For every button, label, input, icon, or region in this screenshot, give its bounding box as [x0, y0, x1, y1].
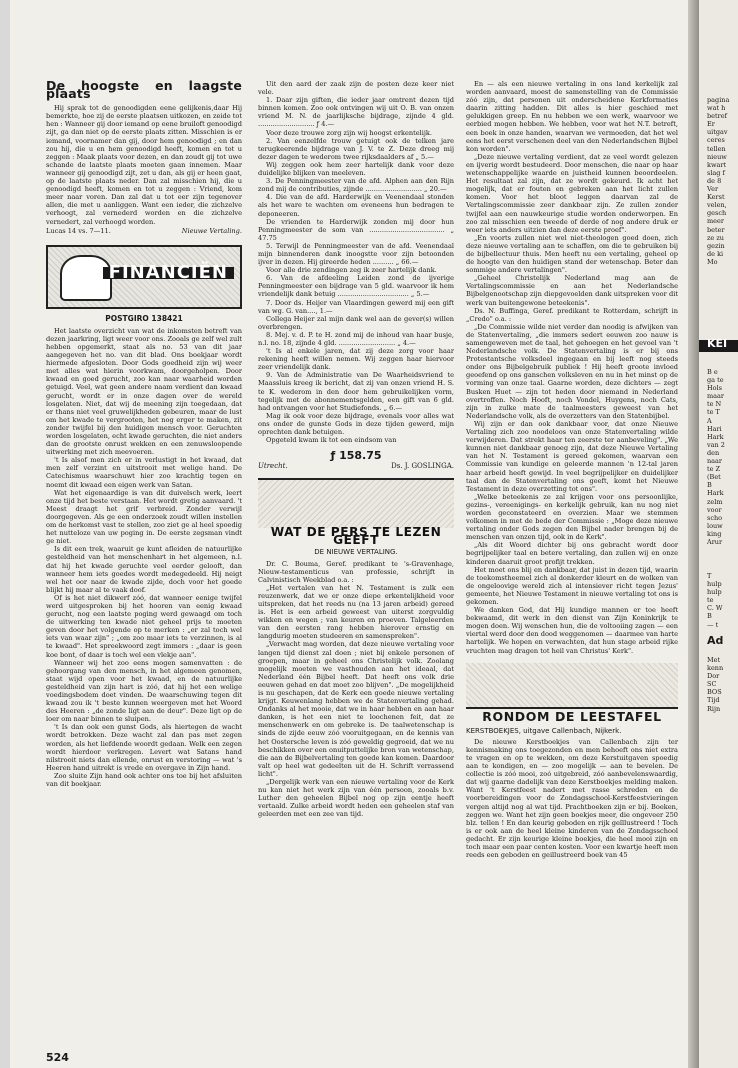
article-body: Hij sprak tot de genoodigden eene gelijkenis,daar Hij bemerkte, hoe zij de eerste plaatsen uitkozen, en zeide tot hen : Wanneer gij door iemand op eene bruiloft genoodigd zijt, ga dan niet op de eerste plaats zitten. Misschien is er iemand, voornamer dan gij, door hem genoodigd ; en dan zou hij, die u en hem genoodigd heeft, komen en tot u zeggen : Maak plaats voor dezen, en dan zoudt gij tot uwe schande de laatste plaats moeten gaan innemen. Maar wanneer gij genoodigd zijt, zet u dan, als gij er heen gaat, op de laatste plaats neder. Dan zal misschien hij, die u genoodigd heeft, komen en tot u zeggen : Vriend, kom meer naar voren. Dan zal dat u tot eer zijn tegenover allen, die met u aanliggen. Want een ieder, die zichzelve verhoogt, zal vernederd worden en die zichzelve vernedert, zal verhoogd worden.	[46, 104, 242, 226]
finance-paragraph: Zoo sluite Zijn hand ook achter ons toe bij het afsluiten van dit boekjaar.	[46, 771, 242, 789]
finance-paragraph: Wanneer wij het zoo eens mogen samenvatten : de gehoorgang van den mensch, in het algemeen genomen, staat wijd open voor het kwaad, en de natuurlijke gesteldheid van zijn hart is zóó, dat hij het een welige voedingsbodem doet vinden. De waarschuwing tegen dit kwaad zou ik 't beste kunnen weergeven met het Woord des Heeren : „de zonde ligt aan de deur". Deze ligt op de loer om naar binnen te sluipen.	[46, 658, 242, 724]
finance-paragraph: Of is het niet dikwerf zóó, dat wanneer eenige twijfel werd uitgesproken bij het hooren van eenig kwaad gerucht, nog een laatste poging werd gewaagd om toch de uitwerking ten kwade niet geheel prijs te moeten geven door het volgende op te merken : „er zal toch wel iets van waar zijn" ; „om zoo maar iets te verzinnen, is al te kwaad". Het spreekwoord zegt immers : „daar is geen koe bont, of daar is toch wel een vlekje aan".	[46, 593, 242, 659]
edge-text-line: Hols	[707, 384, 722, 393]
edge-text-line: louw	[707, 521, 723, 530]
gift-item: 5. Terwijl de Penningmeester van de afd. Veenendaal mijn binnenderen dank inoogstte voor zijn betoonden ijver in dezen. Hij gireerde heden .......... „ 66.—	[258, 241, 454, 267]
edge-text-line: king	[707, 529, 722, 538]
signature-place: Utrecht.	[258, 462, 288, 471]
edge-text-line: te	[707, 596, 714, 605]
edge-text-line: zelm	[707, 497, 723, 506]
column-1	[46, 80, 242, 788]
edge-text-line: — t	[707, 620, 719, 629]
edge-text-line: Hari	[707, 424, 722, 433]
press-paragraph: Dr. C. Bouma, Geref. predikant te 's-Gravenhage, Nieuw-testamenticus van professie, schrijft in Calvinistisch Weekblad o.a. :	[258, 559, 454, 584]
edge-text-line: Tijd	[707, 696, 720, 705]
gift-item: 9. Van de Administratie van De Waarheidsvriend te Maassluis kreeg ik bericht, dat zij van onzen vriend H. S. te K. wederom in den door hem gebruikelijken vorm, tegelijk met de abonnementsgelden, een gift van 6 gld. had ontvangen voor het Studiefonds. „ 6.—	[258, 371, 454, 412]
gift-item: De vrienden te Harderwijk zonden mij door hun Penningmeester de som van .................................... „ 47.75	[258, 217, 454, 242]
edge-text-line: gezin	[707, 241, 725, 250]
press-paragraph: We danken God, dat Hij kundige mannen er toe heeft bekwaamd, dit werk in den dienst van Zijn Koninkrijk te mogen doen. Wij wenschen hun, die de voltooiing zagen — een viertal werd door den dood weggenomen — daarmee van harte hartelijk. We hopen en verwachten, dat hun stage arbeid rijke vruchten mag dragen tot heil van Christus' Kerk".	[466, 606, 678, 655]
signature-name: Ds. J. GOSLINGA.	[391, 462, 454, 471]
gift-item: 2. Van eenzelfde trouw getuigt ook de telken jare terugkeerende bijdrage van J. V. te Z. Deze dreeg mij dezer dagen te wederom twee rijksdaalders af „ 5.—	[258, 136, 454, 161]
gift-item: Voor alle drie zendingen zeg ik zeer hartelijk dank.	[266, 266, 437, 275]
gift-item: 't Is al enkele jaren, dat zij deze zorg voor haar rekening heeft willen nemen. Wij zeggen haar hiervoor zeer vriendelijk dank.	[258, 347, 454, 372]
edge-text-line: tellen	[707, 144, 726, 153]
edge-text-line: velen,	[707, 201, 727, 210]
finance-paragraph: 't Is alsof men zich er in verlustigt in het kwaad, dat men zelf verzint en uitstrooit met welige hand. De Catechismus waarschuwt hier zoo krachtig tegen en noemt dit kwaad een eigen werk van Satan.	[46, 456, 242, 489]
edge-text-line: den	[707, 448, 720, 457]
gift-item: 3. De Penningmeester van de afd. Alphen aan den Rijn zond mij de contributies, zijnde ........................... „ 20.—	[258, 177, 454, 194]
gift-item: 4. Die van de afd. Harderwijk en Veenendaal stonden als het ware te wachten om eveneens hun bedragen te deponeeren.	[258, 193, 454, 218]
edge-text-line: Ver	[707, 185, 719, 194]
edge-text-line: Dor	[707, 672, 720, 681]
finance-banner	[46, 245, 242, 309]
edge-text-line: kwart	[707, 160, 727, 169]
finance-paragraph: 't Is dan ook een gunst Gods, als hiertegen de wacht wordt betrokken. Deze wacht zal dan pas met zegen worden, als het liefdende woordt gedaan. Welk een zegen wordt hierdoor verkregen. Levert wat Satans hand nilstrooit niets dan ellende, onrust en verstoring — wat 's Heeren hand uitrekt is vrede en overgave in Zijn hand.	[46, 723, 242, 772]
edge-text-top	[707, 96, 729, 266]
edge-text-line: nieuw	[707, 152, 727, 161]
edge-text-mid2	[707, 572, 723, 629]
article-title: De hoogste en laagste plaats	[46, 78, 242, 102]
edge-text-line: Hark	[707, 432, 724, 441]
edge-text-line: van 2	[707, 440, 725, 449]
gift-item: 8. Mej. v. d. P. te H. zond mij de inhoud van haar busje, n.l. no. 18, zijnde 4 gld. ........................... „ 4.—	[258, 330, 454, 347]
press-paragraph: „Welke beteekenis ze zal krijgen voor ons persoonlijke, gezins-, vereenigings- en kerkelijk gebruik, kan nu nog niet worden geconstateerd en overzien. Maar we stemmen volkomen in met de bede der Commissie : „Moge deze nieuwe vertaling onder Gods zegen den Bijbel nader brengen bij de menschen van onzen tijd, ook in de Kerk".	[466, 492, 678, 542]
edge-text-line: te Z	[707, 465, 721, 474]
reading-table-banner	[466, 663, 678, 724]
edge-text-line: Kerst	[707, 193, 725, 202]
press-banner-title: WAT DE PERS TE LEZEN GEEFT	[258, 528, 454, 544]
gifts-total: ƒ 158.75	[330, 449, 382, 463]
translation-credit: Nieuwe Vertaling.	[181, 226, 242, 235]
edge-text-line: te T	[707, 408, 720, 417]
edge-text-line: ga te	[707, 376, 724, 385]
edge-text-line: BOS	[707, 688, 722, 697]
edge-heading-ad: Ad	[707, 634, 724, 647]
edge-text-line: Met	[707, 656, 721, 664]
edge-text-line: beter	[707, 225, 725, 234]
reading-table-title: RONDOM DE LEESTAFEL	[466, 713, 678, 721]
edge-text-line: maar	[707, 392, 725, 401]
edge-text-line: Rijn	[707, 704, 721, 713]
gift-item: Collega Heijer zal mijn dank wel aan de gever(s) willen overbrengen.	[258, 314, 454, 331]
edge-text-bottom	[707, 656, 723, 713]
edge-text-line: C. W	[707, 604, 723, 613]
press-paragraph: „Dergelijk werk van een nieuwe vertaling voor de Kerk nu kan niet het werk zijn van één persoon, zooals b.v. Luther den geheelen Bijbel nog op zijn eentje heeft vertaald. Zulke arbeid wordt heden een geheelen staf van geleerden met een zee van tijd.	[258, 778, 454, 819]
gift-item: 6. Van de afdeeling Leiden zond de ijverige Penningmeester een bijdrage van 5 gld. waarvoor ik hem vriendelijk dank betuig .................................. „ 5.—	[258, 274, 454, 299]
press-subtitle: DE NIEUWE VERTALING.	[314, 548, 398, 557]
column-3	[466, 80, 678, 859]
press-paragraph: „En voorts zullen niet wel niet-theologen goed doen, zich deze nieuwe vertaling aan te schaffen, om die te gebruiken bij de bijbellectuur thuis. Men heeft nu een vertaling, geheel op de hoogte van den huidigen stand der wetenschap. Beter dan sommige andere vertalingen".	[466, 233, 678, 275]
press-paragraph: „De Commissie wilde niet verder dan noodig is afwijken van de Statenvertaling, „die immers sedert eeuwen zoo nauw is samengeweven met de taal, het gehoegen en het gevoel van 't Nederlandsche volk. De Statenvertaling is er bij ons Protestantsche volksdeel ingegaan en bij leeft nog steeds onder ons Bijbelgebruik publiek ! Hij heeft groote invloed geoefend op ons ganschen volksleven en nu in het minst op de vorming van onze taal. Gaarne worden, deze dichters — zegt Busken Huet — zijn tot heden door niemand in Nederland overtroffen. Noch Hooft, noch Vondel, Huygens, noch Cats, zijn in zulke mate de taalmeesters geweest van het Nederlandsche volk, als de overzetters van den Statenbijbel.	[466, 322, 678, 420]
edge-text-line: T	[707, 572, 712, 580]
gift-item: 1. Daar zijn giften, die ieder jaar omtrent dezen tijd binnen komen. Zoo ook ontvingen wij uit O. B. van onzen vriend M. N. de jaarlijksche bijdrage, zijnde 4 gld. ........................... ƒ 4.—	[258, 96, 454, 129]
edge-text-line: meer	[707, 217, 724, 226]
edge-text-line: Hark	[707, 489, 724, 498]
gift-item: Wij zeggen ook hem zeer hartelijk dank voor deze duidelijke blijken van meeleven.	[258, 160, 454, 178]
edge-text-line: ceres	[707, 136, 725, 145]
edge-text-line: Er	[707, 120, 715, 129]
book-review-body: De nieuwe Kerstboekjes van Callenbach zijn ter kennismaking ons toegezonden en men behoeft ons niet extra te vragen en op te wekken, om deze Kerstuitgaven spoedig aan te kondigen, en — zoo mogelijk — aan te bevelen. De collectie is zóó mooi, zoó uitgebreid, zóó aanbevelenswaardig, dat wij gaarne dadelijk van deze Kerstboekjes melding maken. Want 't Kerstfeest nadert met rasse schreden en de voorbereidingen voor de Zondagsschool-Kerstfeestvieringen vergen altijd nog al wat tijd. Prachtboeken zijn er bij. Boeken, zeggen we. Want het zijn geen boekjes meer, die ongeveer 250 blz. tellen ! En dan keurig geboden en rijk geïllustreerd ! Toch is er ook aan de heel kleine kinderen van de Zondagsschool gedacht. Er zijn keurige kleine boekjes, die heel mooi zijn en toch maar een paar centen kosten. Voor een kwartje heeft men reeds een geboden en geillustreerd boek van 45	[466, 737, 678, 860]
edge-text-mid	[707, 368, 725, 546]
edge-text-line: de 8	[707, 176, 722, 185]
edge-text-line: uitgav	[707, 128, 728, 137]
finance-paragraph: Het laatste overzicht van wat de inkomsten betreft van dezen jaarkring, ligt weer voor ons. Zooals ge zelf wel zult hebben opgemerkt, staat als no. 53 van dit jaar aangegeven het no. van dit blad. Ons boekjaar wordt hiermede afgesloten. Door Gods goedheid zijn wij weer met alles wat hierin voorkwam, doorgeholpen. Door kwaad en goed gerucht, zoo kan naar waarheid worden getuigd. Veel, wat geen andere naam verdient dan kwaad gerucht, wordt er in onze dagen over de wereld losgelaten. Niet, dat wij de meening zijn toegedaan, dat er thans niet veel gruwelijkheden gebeuren, maar de lust om het kwade te vergrooten, het nog erger te maken, zit zonder twijfel bij den huidigen mensch voor. Geruchten worden losgelaten, echt kwade geruchten, die niet anders dan de grootste onrust wekken en een zenuwsloopende uitwerking met zich meevoeren.	[46, 326, 242, 457]
press-paragraph: „Het vertalen van het N. Testament is zulk een reuzenwerk, dat we er onze diepe erkentelijkheid voor uitspreken, dat het reeds nu (na 13 jaren arbeid) gereed is. Het is een arbeid geweest van uiterst zorgvuldig wikken en wegen ; van keuren en proeven. Talgeleerden van den eersten rang hebben hierover ernstig en langdurig moeten studeeren en samenspreken".	[258, 583, 454, 641]
edge-text-line: pagina	[707, 96, 730, 104]
press-paragraph: „Als dit Woord dichter bij ons gebracht wordt door begrijpelijker taal en betere vertaling, dan zullen wij en onze kinderen daaruit groot profijt trekken.	[466, 541, 678, 566]
press-banner	[258, 478, 454, 548]
edge-heading-ke: KEI	[707, 337, 728, 350]
finance-banner-title: FINANCIËN	[103, 267, 234, 279]
edge-text-line: kenn	[707, 664, 724, 673]
postgiro-number: POSTGIRO 138421	[105, 313, 183, 323]
press-paragraph: „Verwacht mag worden, dat deze nieuwe vertaling voor langen tijd dienst zal doen ; niet bij enkele personen of groepen, maar in geheel ons Christelijk volk. Zoolang mogelijk moeten we vasthouden aan het ideaal, dat Nederland één Bijbel heeft. Dat heeft ons volk drie eeuwen gehad en dat moet zoo blijven". „De mogelijkheid is nu geschapen, dat de Kerk een goede nieuwe vertaling krijgt. Keuwenlang hebben we de Statenvertaling gehad. Ondanks al het mooie, dat we in haar hebben en aan haar danken, is het een niet te loochenen feit, dat ze menschenwerk en om gebreke is. De taalwetenschap is sinds de zijde eeuw zóó vooruitgegaan, en de kennis van het Oostersche leven is zóó geweldig gegroeid, dat we nu beschikken over een onuitputtelijke bron van wetenschap, die aan de Bijbelvertaling ten goede kan komen. Daardoor valt op heel wat gedeelten uit de H. Schrift verrassend licht".	[258, 640, 454, 778]
edge-text-line: slag f	[707, 168, 725, 177]
next-page-edge	[699, 0, 738, 1068]
edge-text-line: wat h	[707, 104, 726, 113]
press-paragraph: Ds. N. Buffinga, Geref. predikant te Rotterdam, schrijft in „Credo" o.a. :	[466, 306, 678, 323]
edge-text-line: ze zu	[707, 233, 724, 242]
edge-text-line: SC	[707, 680, 717, 689]
gifts-intro: Uit den aard der zaak zijn de posten deze keer niet vele.	[258, 80, 454, 97]
newspaper-page	[10, 0, 696, 1068]
gift-item: Opgeteld kwam ik tot een eindsom van	[266, 436, 397, 445]
page-number: 524	[46, 1051, 69, 1064]
press-paragraph: En — als een nieuwe vertaling in ons land kerkelijk zal worden aanvaard, moest de samenstelling van de Commissie zóó zijn, dat personen uit onderscheidene Kerkformaties daarin zitting hadden. Dit alles is hier geschied met gelukkigen greep. En nu hebben we een werk, waarvoor we eerbied mogen hebben. We hebben, voor wat het N.T. betreft, een boek in onze handen, waarvan we vermoeden, dat het wel eens het eerst verschenen deel van den Nederlandschen Bijbel kon worden".	[466, 80, 678, 153]
press-paragraph: „Deze nieuwe vertaling verdient, dat ze veel wordt gelezen en ijverig wordt bestudeerd. Door menschen, die naar op haar wetenschappelijke waarde en juistheid kunnen beoordeelen. Het resultaat zal zijn, dat ze wordt gekeurd. Ik acht het mogelijk, dat er fouten en gebreken aan het licht zullen komen. Voor het bloot leggen daarvan zal de Vertalingscommissie zeer dankbaar zijn. Ze zullen zonder twijfel aan een nauwkeurige studie worden onderworpen. En zoo zal misschien een tweede of derde of nog andere druk er weer iets anders uitzien dan deze eerste proef".	[466, 152, 678, 234]
press-paragraph: Het moet ons blij en dankbaar, dat juist in dezen tijd, waarin de toekomstheemel zich al donkerder kleurt en de wolken van de ongeloovige wereld zich al intensiever richt tegen Jezus' gemeente, het Nieuwe Testament in nieuwe vertaling tot ons is gekomen.	[466, 565, 678, 606]
column-2	[258, 80, 454, 819]
scripture-reference: Lucas 14 vs. 7—11.	[46, 226, 111, 235]
edge-text-line: (Bet	[707, 473, 721, 482]
finance-paragraph: Is dit een trek, waaruit ge kunt afleiden de natuurlijke gesteldheid van het menschenhart in het algemeen, n.l. dat hij het kwade geruchte veel eerder gelooft, dan wanneer hem iets goedes wordt medegedeeld. Hij neigt wel het oor naar de kwade zijde, doch voor het goede blijkt hij maar al te vaak doof.	[46, 545, 242, 594]
edge-text-line: scho	[707, 513, 723, 522]
book-review-subtitle: KERSTBOEKJES, uitgave Callenbach, Nijkerk.	[466, 726, 622, 735]
edge-text-line: te N	[707, 400, 722, 409]
edge-text-line: hulp	[707, 580, 722, 589]
edge-text-line: betref	[707, 112, 727, 121]
edge-text-line: B	[707, 612, 712, 621]
finance-paragraph: Wat het eigenaardige is van dit duivelsch werk, leert onze tijd het beste verstaan. Het wordt gretig aanvaard. 't Meest draagt het grif verbreid. Zonder verwijl doorgegeven. Als ge een onderzoek zoudt willen instellen om de herkomst vast te stellen, zoo ziet ge al heel spoedig het nutteloze van uw poging in. De eerste zegsman vindt ge niet.	[46, 488, 242, 546]
press-paragraph: Wij zijn er dan ook dankbaar voor, dat onze Nieuwe Vertaling zich zoo noodeloos van onze Statenvertaling wilde verwijderen. Dat strekt haar ten zeerste ter aanbeveling". „We kunnen niet dankbaar genoeg zijn, dat deze Nieuwe Vertaling van het N. Testament is gereed gekomen, waarvan een Commissie van kundige en geleerde mannen 'n 12-tal jaren haar arbeid heeft gewijd. In veel begrijpelijker en duidelijker taal dan de Statenvertaling ons geeft, komt het Nieuwe Testament in deze overzetting tot ons".	[466, 419, 678, 493]
edge-text-line: B e	[707, 368, 718, 376]
edge-text-line: de ki	[707, 249, 724, 258]
edge-text-line: naar	[707, 457, 723, 466]
edge-text-line: A	[707, 416, 712, 425]
edge-text-line: hulp	[707, 588, 722, 597]
gift-item: 7. Door ds. Heijer van Vlaardingen gewerd mij een gift van wg. G. van...., 1.—	[258, 298, 454, 315]
edge-text-line: B	[707, 481, 712, 490]
edge-text-line: voor	[707, 505, 722, 514]
edge-text-line: gesch	[707, 209, 727, 218]
gift-item: Mag ik ook voor deze bijdrage, evenals voor alles wat ons onder de gunste Gods in deze tijden gewerd, mijn oprechten dank betuigen.	[258, 411, 454, 437]
edge-text-line: Mo	[707, 257, 718, 266]
press-paragraph: „Geheel Christelijk Nederland mag aan de Vertalingscommissie en aan het Nederlandsche Bijbelgenootschap zijn diepgevoelden dank uitspreken voor dit werk van buitengewone beteekenis".	[466, 274, 678, 307]
edge-text-line: Arur	[707, 537, 723, 546]
gift-item: Voor deze trouwe zorg zijn wij hoogst erkentelijk.	[266, 128, 433, 137]
